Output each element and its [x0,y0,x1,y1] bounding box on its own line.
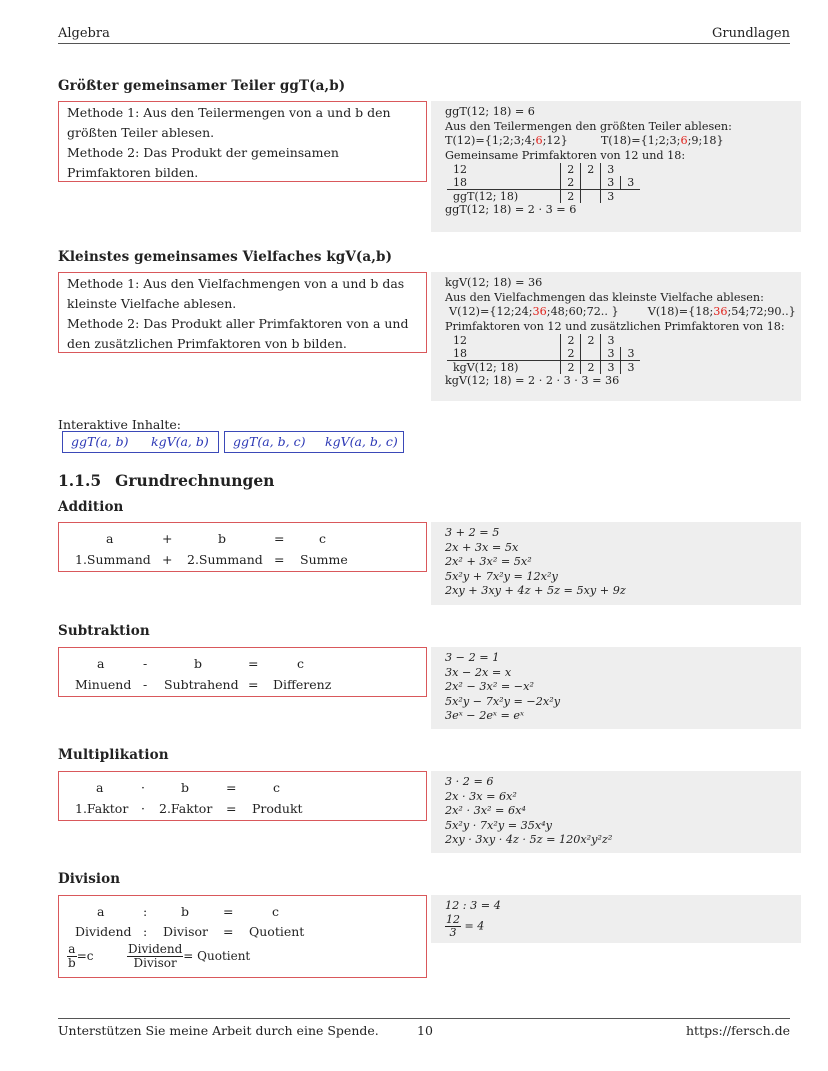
header-right: Grundlagen [712,26,790,41]
division-a: a [97,904,105,919]
addition-c: c [319,531,327,546]
link-kgv-ab[interactable]: kgV(a, b) [151,434,209,449]
kgv-result: kgV(12; 18) = 2 · 2 · 3 · 3 = 36 [445,374,620,388]
ggt-method1: Methode 1: Aus den Teilermengen von a und b den größten Teiler ablesen. [67,105,391,140]
division-op2: : [143,924,148,939]
division-op1: : [143,904,148,919]
multiplikation-produkt: Produkt [252,801,303,816]
section-number: 1.1.5 [58,471,102,490]
header-rule [58,43,790,44]
addition-box [58,522,427,572]
multiplikation-a: a [96,780,104,795]
addition-summe: Summe [300,552,348,567]
ggt-ex-title: ggT(12; 18) = 6 [445,105,535,118]
division-fraction-ab: $\frac{a}{b}$ =c [68,942,94,970]
division-eq1: = [223,904,234,919]
kgv-title: Kleinstes gemeinsames Vielfaches kgV(a,b) [58,249,393,265]
footer-page-number: 10 [417,1023,433,1038]
ggt-result: ggT(12; 18) = 2 · 3 = 6 [445,203,577,217]
header-left: Algebra [58,26,110,41]
kgv-method-box [58,272,427,353]
addition-a: a [106,531,114,546]
kgv-prime-table: 12 2 2 3 18 2 3 3 kgV(12; 18) 2 2 3 3 [447,334,640,374]
addition-op2: + [162,552,173,567]
multiplikation-op1: · [141,780,145,795]
link-ggt-abc[interactable]: ggT(a, b, c) [233,434,306,449]
addition-op1: + [162,531,173,546]
footer-donate[interactable]: Unterstützen Sie meine Arbeit durch eine Spende. [58,1023,379,1038]
kgv-ex-title: kgV(12; 18) = 36 [445,276,543,289]
multiplikation-faktor2: 2.Faktor [159,801,213,816]
division-eq2: = [223,924,234,939]
division-box [58,895,427,978]
division-ex2: $\frac{12}{3}$ = 4 [446,912,485,939]
kgv-ex-line1: Aus den Vielfachmengen das kleinste Vielfache ablesen: [445,290,764,304]
multiplikation-faktor1: 1.Faktor [75,801,129,816]
addition-summand2: 2.Summand [187,552,263,567]
subtraktion-minuend: Minuend [75,677,132,692]
footer-rule [58,1018,790,1019]
ggt-teilermengen: T(12)={1;2;3;4;6;12} T(18)={1;2;3;6;9;18} [445,134,724,148]
footer-url[interactable]: https://fersch.de [686,1023,790,1038]
division-dividend: Dividend [75,924,132,939]
subtraktion-op1: - [143,656,148,671]
interactive-box-ab [62,431,219,453]
addition-examples: 3 + 2 = 5 2x + 3x = 5x 2x² + 3x² = 5x² 5x²y + 7x²y = 12x²y 2xy + 3xy + 4z + 5z = 5xy + 9z [431,522,801,605]
multiplikation-b: b [181,780,190,795]
interactive-label: Interaktive Inhalte: [58,417,181,432]
kgv-vielfachmengen: V(12)={12;24;36;48;60;72.. } V(18)={18;36;54;72;90..} [449,305,796,319]
division-quotient: Quotient [249,924,305,939]
multiplikation-op2: · [141,801,145,816]
subtraktion-a: a [97,656,105,671]
ggt-example-box [431,101,801,232]
link-ggt-ab[interactable]: ggT(a, b) [71,434,129,449]
subtraktion-eq1: = [248,656,259,671]
subtraktion-eq2: = [248,677,259,692]
subtraktion-differenz: Differenz [273,677,332,692]
division-title: Division [58,871,121,887]
ggt-prime-table: 12 2 2 3 18 2 3 3 ggT(12; 18) 2 3 [447,163,640,203]
addition-b: b [218,531,227,546]
division-c: c [272,904,280,919]
kgv-ex-line3: Primfaktoren von 12 und zusätzlichen Primfaktoren von 18: [445,319,785,333]
subtraktion-c: c [297,656,305,671]
subtraktion-title: Subtraktion [58,623,150,639]
multiplikation-eq1: = [226,780,237,795]
ggt-ex-line3: Gemeinsame Primfaktoren von 12 und 18: [445,148,686,162]
addition-eq2: = [274,552,285,567]
ggt-ex-line1: Aus den Teilermengen den größten Teiler ablesen: [445,119,732,133]
kgv-method1: Methode 1: Aus den Vielfachmengen von a und b das kleinste Vielfache ablesen. [67,276,405,311]
addition-eq1: = [274,531,285,546]
ggt-method2: Methode 2: Das Produkt der gemeinsamen Primfaktoren bilden. [67,145,339,180]
division-b: b [181,904,190,919]
subtraktion-op2: - [143,677,148,692]
multiplikation-examples: 3 · 2 = 6 2x · 3x = 6x² 2x² · 3x² = 6x⁴ 5x²y · 7x²y = 35x⁴y 2xy · 3xy · 4z · 5z = 120x²y²z² [431,771,801,853]
subtraktion-examples: 3 − 2 = 1 3x − 2x = x 2x² − 3x² = −x² 5x²y − 7x²y = −2x²y 3eˣ − 2eˣ = eˣ [431,647,801,729]
section-title: Grundrechnungen [115,471,275,490]
multiplikation-c: c [273,780,281,795]
multiplikation-title: Multiplikation [58,747,169,763]
kgv-method2: Methode 2: Das Produkt aller Primfaktoren von a und den zusätzlichen Primfaktoren von b bilden. [67,316,409,351]
kgv-example-box [431,272,801,401]
division-divisor: Divisor [163,924,208,939]
division-examples [431,895,801,943]
multiplikation-eq2: = [226,801,237,816]
multiplikation-box [58,771,427,821]
division-ex1: 12 : 3 = 4 [445,899,501,912]
addition-summand1: 1.Summand [75,552,151,567]
ggt-title: Größter gemeinsamer Teiler ggT(a,b) [58,78,346,94]
interactive-box-abc [224,431,404,453]
ggt-method-box [58,101,427,182]
section-heading [58,471,274,490]
subtraktion-box [58,647,427,697]
division-fraction-words: $\frac{\text{Dividend}}{\text{Divisor}}$ = Quotient [128,942,251,970]
link-kgv-abc[interactable]: kgV(a, b, c) [325,434,398,449]
subtraktion-b: b [194,656,203,671]
addition-title: Addition [58,499,124,515]
subtraktion-subtrahend: Subtrahend [164,677,239,692]
